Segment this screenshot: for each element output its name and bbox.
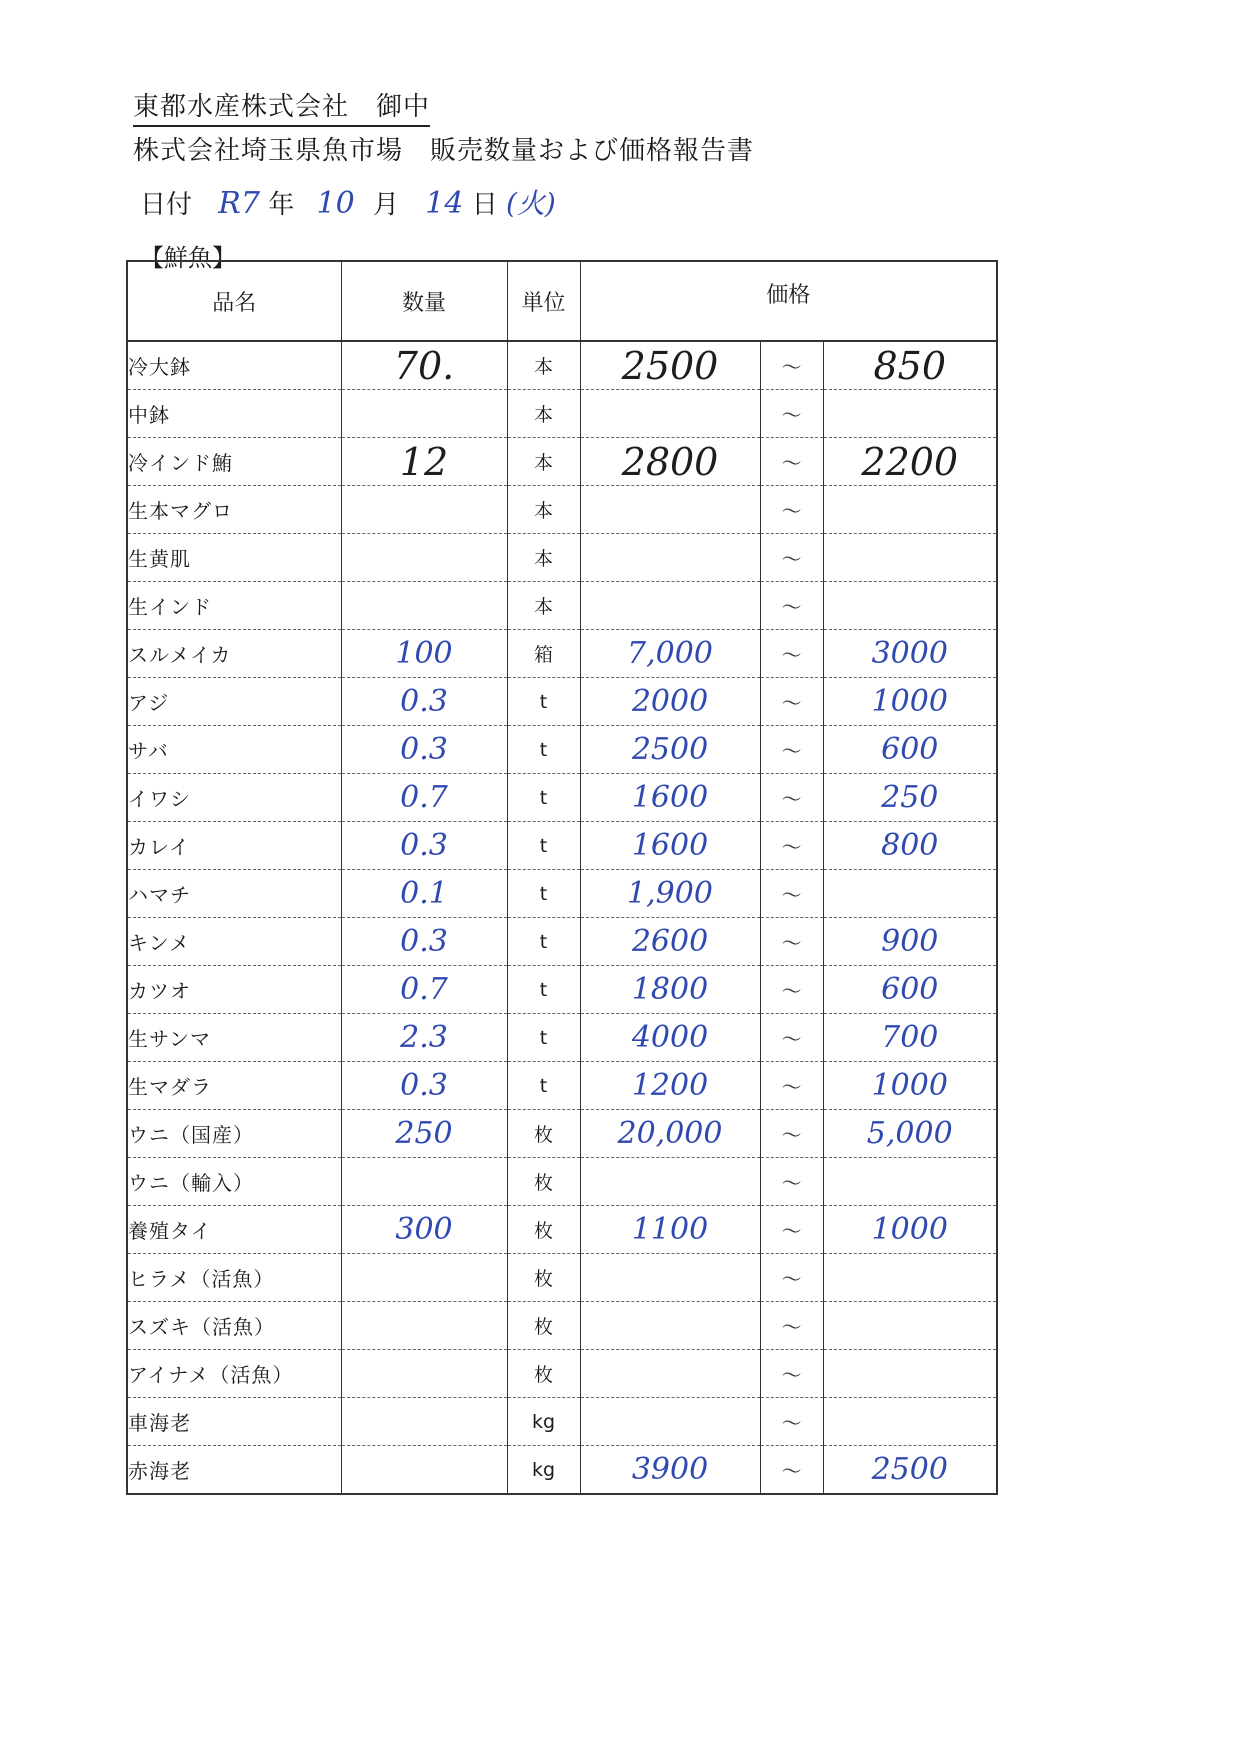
price-range-tilde: ～ [760,1254,823,1302]
item-name: 養殖タイ [127,1206,341,1254]
table-row [127,726,997,774]
column-header-price: 価格 [580,261,997,341]
price-low-value: 2000 [580,678,760,726]
table-row [127,1302,997,1350]
unit-value: t [507,1014,580,1062]
price-high-value [823,1254,997,1302]
price-range-tilde: ～ [760,1350,823,1398]
table-row [127,486,997,534]
item-name: 生サンマ [127,1014,341,1062]
unit-value: t [507,726,580,774]
unit-value: 本 [507,534,580,582]
price-high-value [823,1398,997,1446]
price-low-value: 3900 [580,1446,760,1495]
unit-value: 枚 [507,1302,580,1350]
quantity-value: 100 [341,630,507,678]
quantity-value: 0.1 [341,870,507,918]
price-low-value [580,534,760,582]
item-name: 生本マグロ [127,486,341,534]
item-name: 中鉢 [127,390,341,438]
price-low-value: 1100 [580,1206,760,1254]
quantity-value: 2.3 [341,1014,507,1062]
item-name: キンメ [127,918,341,966]
table-row [127,918,997,966]
price-range-tilde: ～ [760,1206,823,1254]
unit-value: 枚 [507,1350,580,1398]
date-weekday: (火) [505,187,556,220]
quantity-value [341,1446,507,1495]
item-name: 生黄肌 [127,534,341,582]
unit-value: t [507,918,580,966]
price-range-tilde: ～ [760,534,823,582]
quantity-value: 0.3 [341,678,507,726]
quantity-value [341,582,507,630]
quantity-value: 0.3 [341,726,507,774]
unit-value: 箱 [507,630,580,678]
date-month: 10 [316,186,355,221]
price-low-value [580,1350,760,1398]
quantity-value: 0.7 [341,774,507,822]
table-header-row [127,261,997,341]
quantity-value: 70. [341,341,507,390]
quantity-value: 0.3 [341,918,507,966]
price-high-value: 1000 [823,678,997,726]
price-high-value: 2200 [823,438,997,486]
date-era: R7 [218,186,260,221]
unit-value: 本 [507,486,580,534]
price-high-value [823,1350,997,1398]
unit-value: 本 [507,390,580,438]
column-header-item: 品名 [127,261,341,341]
price-high-value: 3000 [823,630,997,678]
price-low-value: 20,000 [580,1110,760,1158]
quantity-value [341,390,507,438]
price-low-value: 2800 [580,438,760,486]
price-high-value [823,1302,997,1350]
price-low-value: 2600 [580,918,760,966]
item-name: ウニ（輸入） [127,1158,341,1206]
table-row [127,1446,997,1495]
table-row [127,1398,997,1446]
section-label: 【鮮魚】 [140,244,236,272]
quantity-value: 0.3 [341,1062,507,1110]
table-row [127,1254,997,1302]
quantity-value [341,1398,507,1446]
price-high-value: 850 [823,341,997,390]
price-range-tilde: ～ [760,1062,823,1110]
quantity-value: 250 [341,1110,507,1158]
price-high-value: 700 [823,1014,997,1062]
date-line [140,182,556,222]
date-year-label: 年 [268,190,295,220]
price-low-value: 1200 [580,1062,760,1110]
table-row [127,1206,997,1254]
price-low-value [580,582,760,630]
price-low-value [580,1254,760,1302]
price-high-value: 900 [823,918,997,966]
date-day: 14 [425,186,464,221]
item-name: ヒラメ（活魚） [127,1254,341,1302]
table-row [127,678,997,726]
price-range-tilde: ～ [760,918,823,966]
date-month-label: 月 [372,190,399,220]
unit-value: 枚 [507,1206,580,1254]
price-high-value: 800 [823,822,997,870]
unit-value: t [507,822,580,870]
price-range-tilde: ～ [760,870,823,918]
table-row [127,630,997,678]
price-high-value: 250 [823,774,997,822]
price-range-tilde: ～ [760,822,823,870]
price-high-value: 5,000 [823,1110,997,1158]
column-header-quantity: 数量 [341,261,507,341]
unit-value: 本 [507,341,580,390]
table-row [127,966,997,1014]
item-name: アイナメ（活魚） [127,1350,341,1398]
price-range-tilde: ～ [760,1110,823,1158]
price-low-value [580,1158,760,1206]
price-high-value: 600 [823,726,997,774]
price-range-tilde: ～ [760,582,823,630]
price-low-value: 4000 [580,1014,760,1062]
unit-value: t [507,870,580,918]
price-high-value [823,582,997,630]
unit-value: 枚 [507,1254,580,1302]
table-row [127,822,997,870]
price-range-tilde: ～ [760,1302,823,1350]
unit-value: 枚 [507,1110,580,1158]
item-name: 冷インド鮪 [127,438,341,486]
table-row [127,582,997,630]
price-range-tilde: ～ [760,390,823,438]
price-high-value [823,870,997,918]
item-name: 車海老 [127,1398,341,1446]
unit-value: t [507,1062,580,1110]
price-low-value: 1600 [580,822,760,870]
price-high-value [823,390,997,438]
item-name: サバ [127,726,341,774]
price-high-value: 600 [823,966,997,1014]
price-range-tilde: ～ [760,630,823,678]
item-name: 赤海老 [127,1446,341,1495]
unit-value: kg [507,1446,580,1495]
price-low-value [580,486,760,534]
table-row [127,390,997,438]
quantity-value: 300 [341,1206,507,1254]
sales-table [126,260,998,1495]
unit-value: kg [507,1398,580,1446]
price-range-tilde: ～ [760,438,823,486]
item-name: スルメイカ [127,630,341,678]
item-name: ウニ（国産） [127,1110,341,1158]
price-range-tilde: ～ [760,1158,823,1206]
table-row [127,438,997,486]
price-low-value [580,390,760,438]
unit-value: 枚 [507,1158,580,1206]
item-name: 生インド [127,582,341,630]
table-row [127,1158,997,1206]
price-low-value [580,1398,760,1446]
price-range-tilde: ～ [760,966,823,1014]
price-range-tilde: ～ [760,678,823,726]
quantity-value [341,1254,507,1302]
price-range-tilde: ～ [760,774,823,822]
unit-value: 本 [507,438,580,486]
price-low-value: 1,900 [580,870,760,918]
quantity-value [341,534,507,582]
price-range-tilde: ～ [760,1014,823,1062]
item-name: アジ [127,678,341,726]
date-label: 日付 [140,190,193,220]
quantity-value [341,1302,507,1350]
table-row [127,1350,997,1398]
quantity-value [341,1158,507,1206]
price-low-value: 1800 [580,966,760,1014]
price-range-tilde: ～ [760,1398,823,1446]
price-low-value [580,1302,760,1350]
report-title: 株式会社埼玉県魚市場 販売数量および価格報告書 [133,136,755,166]
table-row [127,534,997,582]
price-high-value [823,534,997,582]
column-header-unit: 単位 [507,261,580,341]
price-high-value [823,486,997,534]
quantity-value: 12 [341,438,507,486]
item-name: 冷大鉢 [127,341,341,390]
price-range-tilde: ～ [760,341,823,390]
table-row [127,341,997,390]
table-body [127,341,997,1494]
price-high-value: 1000 [823,1206,997,1254]
price-high-value: 2500 [823,1446,997,1495]
price-high-value [823,1158,997,1206]
item-name: カレイ [127,822,341,870]
item-name: スズキ（活魚） [127,1302,341,1350]
unit-value: t [507,678,580,726]
table-row [127,1062,997,1110]
item-name: ハマチ [127,870,341,918]
price-range-tilde: ～ [760,726,823,774]
date-day-label: 日 [471,190,498,220]
price-low-value: 7,000 [580,630,760,678]
unit-value: 本 [507,582,580,630]
quantity-value: 0.7 [341,966,507,1014]
table-row [127,870,997,918]
price-low-value: 2500 [580,341,760,390]
unit-value: t [507,774,580,822]
price-low-value: 1600 [580,774,760,822]
table-row [127,774,997,822]
table-row [127,1014,997,1062]
item-name: カツオ [127,966,341,1014]
item-name: イワシ [127,774,341,822]
price-range-tilde: ～ [760,486,823,534]
price-low-value: 2500 [580,726,760,774]
addressee: 東都水産株式会社 御中 [133,86,430,127]
price-range-tilde: ～ [760,1446,823,1495]
quantity-value [341,1350,507,1398]
item-name: 生マダラ [127,1062,341,1110]
unit-value: t [507,966,580,1014]
price-high-value: 1000 [823,1062,997,1110]
quantity-value: 0.3 [341,822,507,870]
table-row [127,1110,997,1158]
quantity-value [341,486,507,534]
